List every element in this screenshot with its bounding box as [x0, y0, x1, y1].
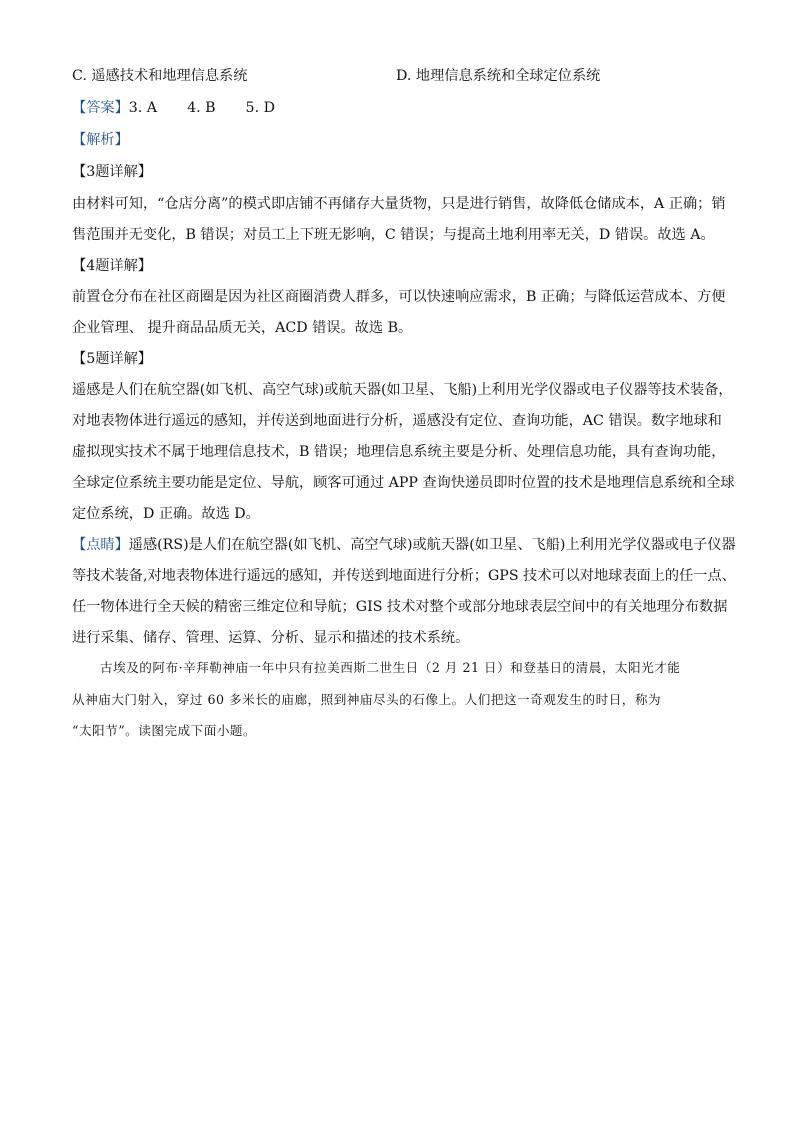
- answer-item: 3. A: [128, 100, 158, 116]
- tip-line: 任一物体进行全天候的精密三维定位和导航；GIS 技术对整个或部分地球表层空间中的有关地理分布数据: [72, 599, 728, 615]
- tip-tag: 【点睛】: [72, 537, 129, 553]
- q5-tag: 【5题详解】: [72, 351, 152, 367]
- q5-line: 对地表物体进行遥远的感知，并传送到地面进行分析，遥感没有定位、查询功能，AC 错误。数字地球和: [72, 413, 722, 429]
- q3-line: 售范围并无变化，B 错误；对员工上下班无影响，C 错误；与提高土地利用率无关，D 错误。故选 A。: [72, 227, 715, 243]
- tip-text: 遥感(RS)是人们在航空器(如飞机、高空气球)或航天器(如卫星、飞船)上利用光学仪器或电子仪器: [128, 537, 736, 553]
- q3-tag: 【3题详解】: [72, 164, 152, 180]
- q4-line: 前置仓分布在社区商圈是因为社区商圈消费人群多，可以快速响应需求，B 正确；与降低运营成本、方便: [72, 289, 726, 305]
- tip-line: 进行采集、储存、管理、运算、分析、显示和描述的技术系统。: [72, 630, 470, 646]
- answer-tag: 【答案】: [72, 100, 129, 116]
- q3-line: 由材料可知，“仓店分离”的模式即店铺不再储存大量货物，只是进行销售，故降低仓储成本，A 正确；销: [72, 196, 726, 212]
- option-c: C. 遥感技术和地理信息系统: [72, 68, 248, 84]
- answer-item: 4. B: [187, 100, 216, 116]
- answer-line: [72, 98, 275, 118]
- q5-line: 遥感是人们在航空器(如飞机、高空气球)或航天器(如卫星、飞船)上利用光学仪器或电子仪器等技术装备，: [72, 382, 733, 398]
- material-line: 古埃及的阿布·辛拜勒神庙一年中只有拉美西斯二世生日（2 月 21 日）和登基日的清晨，太阳光才能: [100, 660, 681, 675]
- q5-line: 虚拟现实技术不属于地理信息技术，B 错误；地理信息系统主要是分析、处理信息功能，具有查询功能，: [72, 444, 726, 460]
- material-line: “太阳节”。读图完成下面小题。: [72, 723, 257, 738]
- q4-tag: 【4题详解】: [72, 258, 152, 274]
- answer-item: 5. D: [245, 100, 275, 116]
- q5-line: 定位系统，D 正确。故选 D。: [72, 506, 260, 522]
- material-line: 从神庙大门射入，穿过 60 多米长的庙廊，照到神庙尽头的石像上。人们把这一奇观发生的时日，称为: [72, 692, 662, 707]
- q4-line: 企业管理、 提升商品品质无关，ACD 错误。故选 B。: [72, 320, 413, 336]
- q5-line: 全球定位系统主要功能是定位、导航，顾客可通过 APP 查询快递员即时位置的技术是地理信息系统和全球: [72, 475, 735, 491]
- tip-line: 等技术装备,对地表物体进行遥远的感知，并传送到地面进行分析；GPS 技术可以对地球表面上的任一点、: [72, 568, 736, 584]
- option-d: D. 地理信息系统和全球定位系统: [396, 68, 601, 84]
- analysis-tag: 【解析】: [72, 132, 129, 148]
- tip-line: [72, 535, 736, 555]
